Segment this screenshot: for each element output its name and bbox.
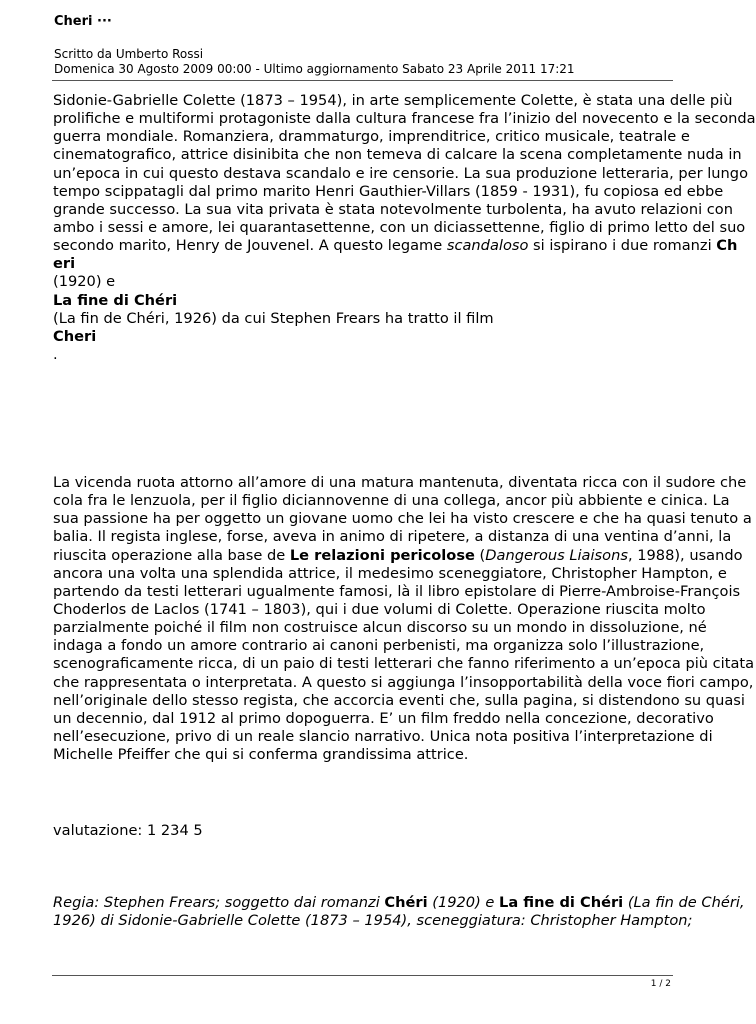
text-span: (: [474, 546, 486, 564]
text-line: cola fra le lenzuola, per il figlio diciannovenne di una collega, ancor più abbiente e cinica. La: [53, 492, 730, 510]
text-line: (1920) e: [53, 273, 116, 291]
credits: [53, 894, 745, 930]
text-line: prolifiche e multiformi protagoniste dalla cultura francese fra l’inizio del novecento e la seconda: [53, 110, 756, 128]
author-line: Scritto da Umberto Rossi: [54, 47, 204, 61]
text-span: Regia: Stephen Frears; soggetto dai romanzi: [53, 894, 385, 911]
text-line: Choderlos de Laclos (1741 – 1803), qui i due volumi di Colette. Operazione riuscita molto: [53, 600, 706, 618]
rating-text: valutazione: 1 234 5: [53, 822, 203, 839]
novel-title-cheri: Ch: [716, 237, 738, 255]
intro-paragraph: [53, 92, 756, 364]
text-line: nell’esecuzione, privo di un reale slancio narrativo. Unica nota positiva l’interpretazione di: [53, 727, 713, 745]
text-span: riuscita operazione alla base de: [53, 546, 290, 564]
text-line: grande successo. La sua vita privata è stata notevolmente turbolenta, ha avuto relazioni con: [53, 200, 733, 218]
text-line: ambo i sessi e amore, lei quarantasettenne, con un diciassettenne, figlio di primo letto del suo: [53, 218, 746, 236]
date-line: Domenica 30 Agosto 2009 00:00 - Ultimo aggiornamento Sabato 23 Aprile 2011 17:21: [54, 62, 575, 76]
text-line: tempo scippatagli dal primo marito Henri Gauthier-Villars (1859 - 1931), fu copiosa ed ebbe: [53, 182, 724, 200]
text-span: (La fin de Chéri,: [623, 894, 745, 911]
text-span: secondo marito, Henry de Jouvenel. A questo legame: [53, 237, 447, 255]
film-title-dangerous-liaisons: Dangerous Liaisons: [485, 546, 628, 564]
text-line: (La fin de Chéri, 1926) da cui Stephen Frears ha tratto il film: [53, 309, 494, 327]
text-line: che rappresentata o interpretata. A questo si aggiunga l’insopportabilità della voce fiori campo,: [53, 673, 754, 691]
credits-line: 1926) di Sidonie-Gabrielle Colette (1873 – 1954), sceneggiatura: Christopher Hampton;: [53, 912, 693, 930]
text-line: indaga a fondo un amore contrario ai canoni perbenisti, ma organizza solo l’illustrazione,: [53, 637, 705, 655]
text-line: [53, 546, 743, 565]
text-line: .: [53, 345, 58, 363]
novel-title-cheri: Chéri: [384, 894, 428, 911]
text-span: , 1988), usando: [627, 546, 743, 564]
page-number: 1 / 2: [650, 979, 671, 989]
text-line: nell’originale dello stesso regista, che accorcia eventi che, sulla pagina, si distendono su quasi: [53, 691, 745, 709]
text-line: un’epoca in cui questo destava scandalo e ire censorie. La sua produzione letteraria, per lungo: [53, 164, 748, 182]
text-line: partendo da testi letterari ugualmente famosi, là il libro epistolare di Pierre-Ambroise-François: [53, 582, 741, 600]
novel-title-la-fine-di-cheri: La fine di Chéri: [499, 894, 624, 911]
review-paragraph: [53, 474, 755, 764]
footer-divider: [52, 975, 673, 976]
film-title-relazioni: Le relazioni pericolose: [289, 546, 475, 564]
novel-title-la-fine-di-cheri: La fine di Chéri: [53, 291, 178, 309]
article-meta: [54, 47, 575, 77]
text-span: (1920) e: [427, 894, 500, 911]
page-title: Cheri ···: [54, 14, 112, 29]
text-line: [53, 237, 738, 255]
text-line: guerra mondiale. Romanziera, drammaturgo, imprenditrice, critico musicale, teatrale e: [53, 128, 690, 146]
text-line: sua passione ha per oggetto un giovane uomo che lei ha visto crescere e che ha quasi tenuto a: [53, 510, 752, 528]
text-line: parzialmente poiché il film non costruisce alcun discorso su un mondo in dissoluzione, né: [53, 619, 707, 637]
credits-line: [53, 894, 745, 912]
film-title-cheri: Cheri: [53, 327, 97, 345]
rating: [53, 822, 675, 840]
emphasis-text: scandaloso: [446, 237, 529, 255]
text-line: ancora una volta una splendida attrice, il medesimo sceneggiatore, Christopher Hampton, e: [53, 564, 727, 582]
text-line: balia. Il regista inglese, forse, aveva in animo di ripetere, a distanza di una ventina d’anni, la: [53, 528, 732, 546]
text-line: La vicenda ruota attorno all’amore di una matura mantenuta, diventata ricca con il sudore che: [53, 474, 747, 491]
text-line: cinematografico, attrice disinibita che non temeva di calcare la scena completamente nuda in: [53, 146, 742, 164]
text-line: un decennio, dal 1912 al primo dopoguerra. E’ un film freddo nella concezione, decorativo: [53, 709, 714, 727]
novel-title-cheri-end: eri: [53, 255, 76, 273]
text-line: Michelle Pfeiffer che qui si conferma grandissima attrice.: [53, 746, 469, 764]
text-line: scenograficamente ricca, di un paio di testi letterari che fanno riferimento a un’epoca più citata: [53, 655, 755, 673]
text-line: Sidonie-Gabrielle Colette (1873 – 1954), in arte semplicemente Colette, è stata una delle più: [53, 92, 733, 109]
header-divider: [52, 80, 673, 81]
text-span: si ispirano i due romanzi: [528, 237, 717, 255]
